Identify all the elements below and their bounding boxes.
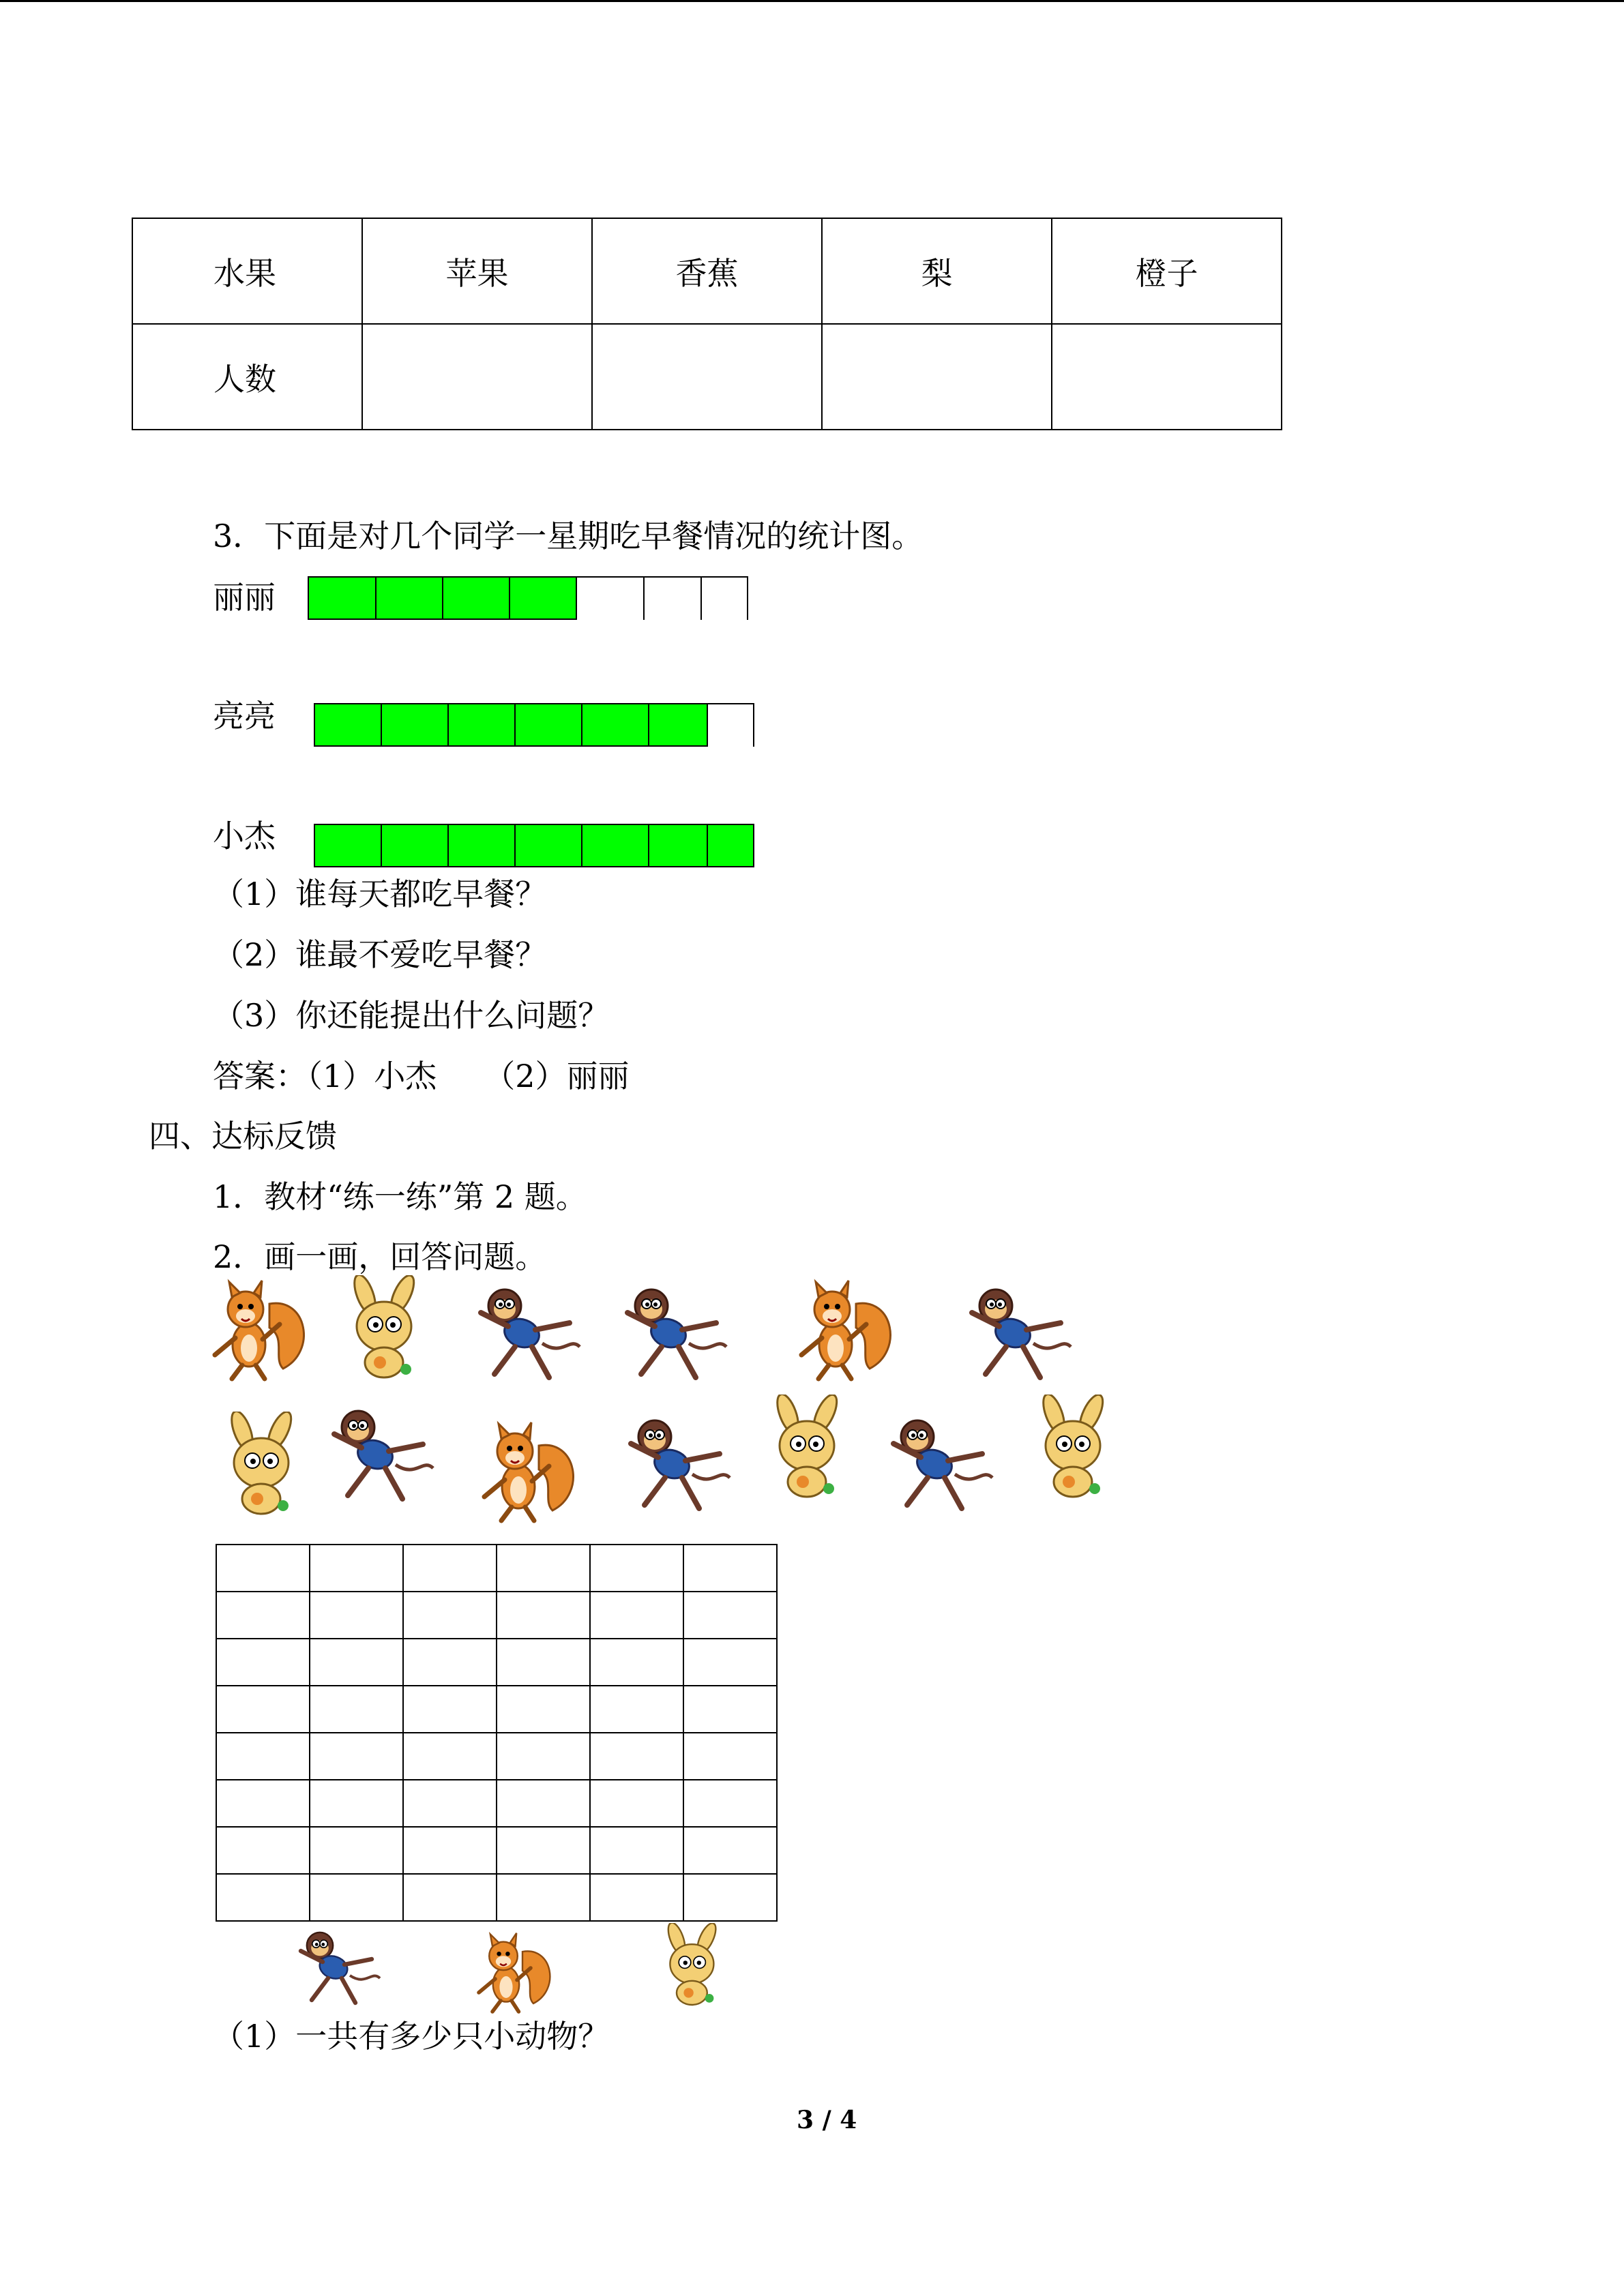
grid-cell[interactable] (310, 1827, 403, 1874)
grid-cell[interactable] (216, 1686, 310, 1733)
grid-cell[interactable] (403, 1733, 497, 1780)
table-cell[interactable] (1052, 324, 1282, 430)
bar-cell-filled (509, 576, 576, 620)
bar-cell-filled (648, 824, 707, 867)
grid-row (216, 1827, 777, 1874)
drawing-grid[interactable] (216, 1544, 778, 1922)
squirrel-icon (471, 1930, 566, 2017)
table-cell: 香蕉 (592, 218, 822, 324)
grid-cell[interactable] (310, 1733, 403, 1780)
grid-cell[interactable] (403, 1592, 497, 1639)
grid-cell[interactable] (497, 1780, 590, 1827)
grid-cell[interactable] (497, 1733, 590, 1780)
rabbit-icon (655, 1923, 750, 2010)
grid-cell[interactable] (403, 1545, 497, 1592)
bar-cell-empty (707, 703, 754, 747)
grid-cell[interactable] (683, 1686, 777, 1733)
grid-cell[interactable] (590, 1592, 683, 1639)
grid-cell[interactable] (310, 1639, 403, 1686)
grid-cell[interactable] (683, 1874, 777, 1921)
squirrel-icon (474, 1418, 593, 1527)
grid-cell[interactable] (216, 1639, 310, 1686)
section-4-item-1: 1．教材“练一练”第 2 题。 (213, 1178, 587, 1215)
squirrel-icon (791, 1277, 911, 1386)
section-4-question-1: （1）一共有多少只小动物？ (213, 2018, 610, 2055)
grid-cell[interactable] (497, 1592, 590, 1639)
grid-cell[interactable] (683, 1545, 777, 1592)
rabbit-icon (338, 1275, 457, 1384)
rabbit-icon (215, 1412, 334, 1521)
rabbit-icon (761, 1395, 880, 1504)
bar-cell-filled (648, 703, 707, 747)
bar-cell-empty (643, 576, 700, 620)
grid-cell[interactable] (310, 1686, 403, 1733)
bar-cell-filled (707, 824, 754, 867)
grid-cell[interactable] (683, 1733, 777, 1780)
grid-cell[interactable] (590, 1733, 683, 1780)
grid-cell[interactable] (590, 1874, 683, 1921)
question-3-2: （2）谁最不爱吃早餐？ (213, 936, 547, 973)
table-cell[interactable] (822, 324, 1052, 430)
grid-row (216, 1733, 777, 1780)
grid-cell[interactable] (403, 1780, 497, 1827)
rabbit-icon (1027, 1395, 1146, 1504)
monkey-icon (467, 1282, 587, 1391)
monkey-icon (958, 1282, 1078, 1391)
table-cell: 苹果 (362, 218, 592, 324)
monkey-icon (617, 1413, 737, 1522)
grid-cell[interactable] (216, 1874, 310, 1921)
grid-cell[interactable] (590, 1545, 683, 1592)
question-3-1: （1）谁每天都吃早餐？ (213, 876, 547, 912)
grid-cell[interactable] (216, 1733, 310, 1780)
table-cell[interactable] (362, 324, 592, 430)
breakfast-bar-liangliang (314, 703, 754, 747)
grid-row (216, 1545, 777, 1592)
question-3-title: 3．下面是对几个同学一星期吃早餐情况的统计图。 (213, 518, 924, 554)
bar-cell-filled (581, 703, 648, 747)
grid-cell[interactable] (497, 1874, 590, 1921)
grid-cell[interactable] (310, 1780, 403, 1827)
section-4-heading: 四、达标反馈 (149, 1118, 337, 1154)
chart-label-lili: 丽丽 (213, 579, 276, 616)
bar-cell-empty (700, 576, 748, 620)
bar-cell-filled (514, 824, 581, 867)
grid-cell[interactable] (216, 1827, 310, 1874)
bar-cell-filled (308, 576, 375, 620)
bar-cell-filled (581, 824, 648, 867)
grid-cell[interactable] (403, 1827, 497, 1874)
answer-line: 答案：（1）小杰 （2）丽丽 (213, 1058, 630, 1094)
bar-cell-filled (375, 576, 442, 620)
breakfast-bar-lili (308, 576, 748, 620)
grid-cell[interactable] (590, 1686, 683, 1733)
top-border-line (0, 0, 1624, 2)
table-cell[interactable] (592, 324, 822, 430)
monkey-icon (290, 1926, 385, 2014)
table-row (132, 324, 1282, 430)
table-row (132, 218, 1282, 324)
grid-cell[interactable] (497, 1686, 590, 1733)
grid-row (216, 1639, 777, 1686)
grid-cell[interactable] (310, 1874, 403, 1921)
grid-cell[interactable] (497, 1545, 590, 1592)
grid-cell[interactable] (497, 1639, 590, 1686)
grid-cell[interactable] (590, 1639, 683, 1686)
bar-cell-filled (514, 703, 581, 747)
monkey-icon (614, 1282, 733, 1391)
grid-cell[interactable] (216, 1592, 310, 1639)
monkey-icon (880, 1413, 999, 1522)
question-3-3: （3）你还能提出什么问题？ (213, 997, 610, 1034)
chart-label-xiaojie: 小杰 (213, 818, 276, 854)
grid-cell[interactable] (497, 1827, 590, 1874)
section-4-item-2: 2．画一画，回答问题。 (213, 1238, 547, 1275)
grid-cell[interactable] (216, 1780, 310, 1827)
breakfast-bar-xiaojie (314, 824, 754, 867)
table-cell: 人数 (132, 324, 362, 430)
fruit-survey-table (132, 218, 1282, 430)
bar-cell-filled (314, 703, 381, 747)
bar-cell-filled (314, 824, 381, 867)
grid-row (216, 1874, 777, 1921)
chart-label-liangliang: 亮亮 (213, 698, 276, 734)
bar-cell-filled (447, 703, 514, 747)
grid-cell[interactable] (683, 1592, 777, 1639)
grid-row (216, 1686, 777, 1733)
grid-cell[interactable] (683, 1639, 777, 1686)
grid-cell[interactable] (683, 1780, 777, 1827)
grid-cell[interactable] (590, 1780, 683, 1827)
grid-cell[interactable] (310, 1592, 403, 1639)
table-cell: 水果 (132, 218, 362, 324)
grid-cell[interactable] (310, 1545, 403, 1592)
grid-cell[interactable] (403, 1639, 497, 1686)
table-cell: 梨 (822, 218, 1052, 324)
grid-row (216, 1780, 777, 1827)
squirrel-icon (205, 1277, 324, 1386)
grid-row (216, 1592, 777, 1639)
grid-cell[interactable] (216, 1545, 310, 1592)
grid-cell[interactable] (590, 1827, 683, 1874)
bar-cell-filled (381, 703, 447, 747)
bar-cell-filled (442, 576, 509, 620)
bar-cell-empty (576, 576, 643, 620)
monkey-icon (321, 1403, 440, 1512)
grid-cell[interactable] (403, 1686, 497, 1733)
grid-cell[interactable] (403, 1874, 497, 1921)
table-cell: 橙子 (1052, 218, 1282, 324)
bar-cell-filled (447, 824, 514, 867)
grid-cell[interactable] (683, 1827, 777, 1874)
page-number: 3 / 4 (797, 2106, 857, 2134)
bar-cell-filled (381, 824, 447, 867)
